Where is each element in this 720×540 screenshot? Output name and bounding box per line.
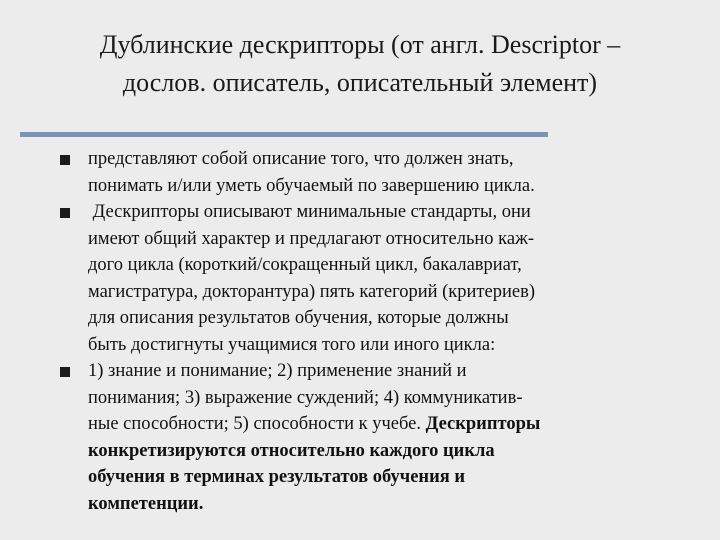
square-bullet-icon — [60, 208, 70, 218]
square-bullet-icon — [60, 367, 70, 377]
text-line: представляют собой описание того, что должен знать, — [88, 149, 514, 169]
title-divider — [20, 132, 548, 137]
bullet-item — [60, 146, 710, 199]
text-line — [88, 411, 710, 438]
title-line: Дублинские дескрипторы (от англ. Descriptor – — [99, 30, 621, 59]
text-line: магистратура, докторантура) пять категорий (критериев) — [88, 281, 535, 302]
text-line-bold: обучения в терминах результатов обучения и — [88, 467, 466, 487]
text-line-bold: компетенции. — [88, 493, 204, 514]
text-normal: ные способности; 5) способности к учебе. — [88, 414, 426, 434]
text-line: дого цикла (короткий/сокращенный цикл, бакалавриат, — [88, 255, 522, 275]
bullet-item — [60, 199, 710, 358]
text-line: быть достигнуты учащимися того или иного цикла: — [88, 334, 496, 355]
text-bold: Дескрипторы — [425, 414, 541, 434]
title-line: дослов. описатель, описательный элемент) — [122, 68, 598, 97]
bullet-item — [60, 358, 710, 517]
text-line: Дескрипторы описывают минимальные стандарты, они — [88, 202, 531, 222]
text-line: понимания; 3) выражение суждений; 4) коммуникатив- — [88, 387, 523, 408]
text-line: имеют общий характер и предлагают относительно каж- — [88, 228, 535, 249]
bullet-list — [60, 146, 710, 517]
text-line: понимать и/или уметь обучаемый по завершению цикла. — [88, 175, 535, 196]
text-line: для описания результатов обучения, которые должны — [88, 308, 509, 328]
text-line-bold: конкретизируются относительно каждого цикла — [88, 440, 495, 461]
text-line: 1) знание и понимание; 2) применение знаний и — [88, 361, 467, 381]
slide-title — [20, 26, 700, 102]
square-bullet-icon — [60, 155, 70, 165]
